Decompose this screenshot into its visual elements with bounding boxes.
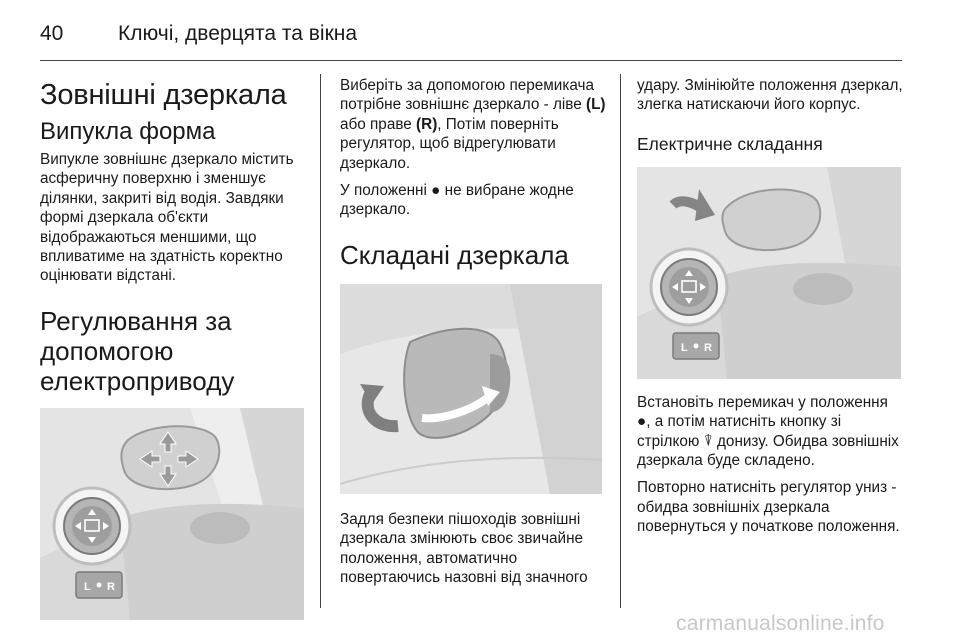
page-number: 40 bbox=[40, 22, 64, 45]
paragraph-change-position: удару. Змініюйте положення дзеркал, злегка натискаючи його корпус. bbox=[637, 77, 903, 114]
paragraph-fold-instruction: Встановіть перемикач у положення ●, а потім натисніть кнопку зі стрілкою ⍒ донизу. Обидва зовнішніх дзеркала буде складено. bbox=[637, 393, 899, 470]
column-divider-2 bbox=[620, 74, 621, 608]
column-2 bbox=[340, 74, 612, 595]
section-title-folding-mirrors: Складані дзеркала bbox=[340, 239, 569, 270]
watermark: carmanualsonline.info bbox=[676, 612, 885, 635]
paragraph-select-mirror: Виберіть за допомогою перемикача потрібне зовнішнє дзеркало - ліве (L) або праве (R), Потім поверніть регулятор, щоб відрегулювати дзеркало. bbox=[340, 77, 606, 172]
column-1 bbox=[40, 74, 308, 634]
subsection-convex-shape: Випукла форма bbox=[40, 118, 216, 145]
column-divider-1 bbox=[320, 74, 321, 608]
column-3 bbox=[637, 74, 905, 545]
paragraph-pedestrian-safety: Задля безпеки пішоходів зовнішні дзеркала змінюють своє звичайне положення, автоматично повертаючись назовні від значного bbox=[340, 510, 588, 587]
subsection-electric-folding: Електричне складання bbox=[637, 133, 823, 154]
paragraph-unfold-instruction: Повторно натисніть регулятор униз - обидва зовнішніх дзеркала повернуться у початкове положення. bbox=[637, 479, 900, 536]
chapter-title: Ключі, дверцята та вікна bbox=[118, 22, 358, 45]
switch-label-left: L bbox=[681, 341, 688, 354]
paragraph-neutral-position: У положенні ● не вибране жодне дзеркало. bbox=[340, 182, 574, 219]
figure-electric-folding bbox=[637, 167, 901, 379]
section-title-exterior-mirrors: Зовнішні дзеркала bbox=[40, 79, 287, 111]
figure-mirror-adjustment bbox=[40, 408, 304, 620]
figure-folding-mirror bbox=[340, 284, 602, 494]
switch-label-left: L bbox=[84, 580, 91, 593]
switch-label-right: R bbox=[107, 580, 115, 593]
paragraph-convex: Випукле зовнішнє дзеркало містить асферичну поверхню і зменшує ділянки, закриті від водія. Завдяки формі дзеркала об'єкти відображаються меншими, що впливатиме на здатність коректно оцінювати відстані. bbox=[40, 151, 294, 285]
header-divider bbox=[40, 60, 902, 61]
switch-label-right: R bbox=[704, 341, 712, 354]
subsection-electric-adjustment: Регулювання за допомогою електроприводу bbox=[40, 305, 235, 396]
